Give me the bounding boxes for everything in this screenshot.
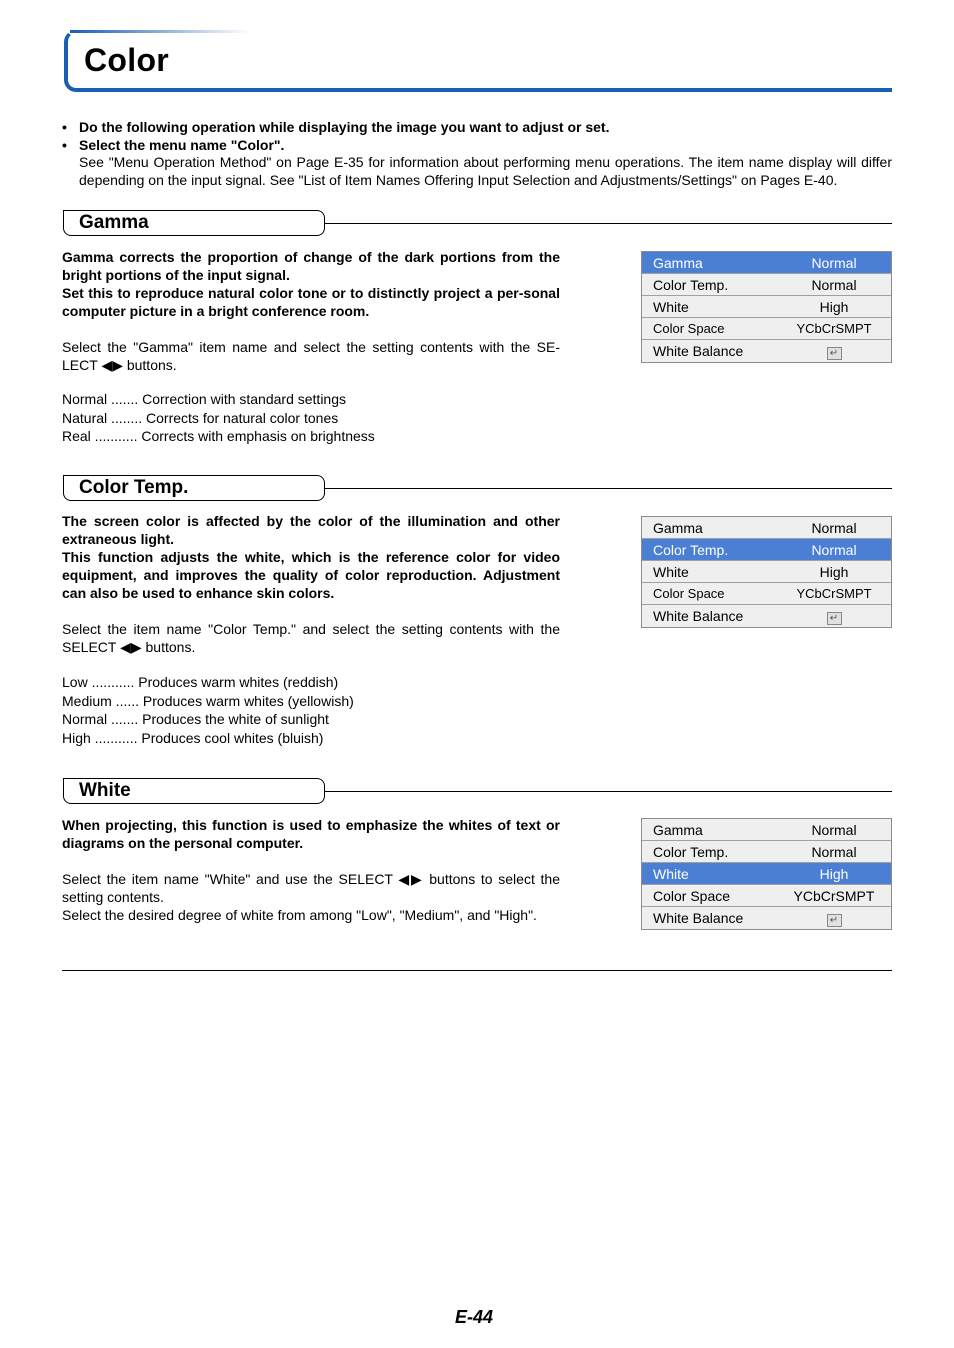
menu-label: White Balance	[653, 608, 744, 624]
menu-row-gamma[interactable]	[642, 252, 891, 274]
menu-value: Normal	[811, 254, 857, 271]
section-title-color-temp: Color Temp.	[79, 477, 189, 498]
intro-bullet-1-text: Do the following operation while displaying the image you want to adjust or set.	[79, 119, 610, 135]
menu-label: White Balance	[653, 343, 744, 359]
option-term: Normal .......	[62, 391, 139, 407]
menu-label: Gamma	[653, 821, 703, 838]
menu-value: YCbCrSMPT	[796, 586, 872, 601]
white-instruction-1: Select the item name "White" and use the SELECT ◀▶ buttons to select the setting contents.	[62, 871, 560, 905]
menu-screen-gamma	[641, 251, 892, 363]
gamma-options	[62, 390, 375, 446]
list-item	[62, 673, 354, 692]
intro-instructions	[62, 119, 892, 189]
gamma-description	[62, 248, 560, 374]
menu-value: Normal	[811, 821, 857, 838]
menu-label: White	[653, 865, 689, 882]
menu-screen-color-temp	[641, 516, 892, 628]
section-header-gamma	[63, 210, 325, 236]
menu-label: Color Space	[653, 586, 725, 601]
menu-value: Normal	[811, 519, 857, 536]
menu-value: High	[819, 298, 849, 315]
page-title: Color	[84, 42, 170, 78]
menu-row-white[interactable]	[642, 863, 891, 885]
list-item	[62, 710, 354, 729]
bullet-marker: •	[62, 119, 67, 135]
enter-icon: ↵	[827, 347, 842, 360]
intro-bullet-2	[62, 137, 892, 155]
menu-value: High	[819, 865, 849, 882]
menu-row-gamma[interactable]	[642, 819, 891, 841]
color-temp-instruction: Select the item name "Color Temp." and select the setting contents with the SELECT ◀▶ buttons.	[62, 621, 560, 655]
section-title-white: White	[79, 780, 131, 801]
menu-row-white[interactable]	[642, 561, 891, 583]
menu-label: Gamma	[653, 519, 703, 536]
menu-row-color-temp[interactable]	[642, 539, 891, 561]
section-title-gamma: Gamma	[79, 212, 149, 233]
menu-screen-white	[641, 818, 892, 930]
option-term: Real ...........	[62, 428, 138, 444]
menu-row-color-temp[interactable]	[642, 274, 891, 296]
menu-label: White	[653, 298, 689, 315]
list-item	[62, 409, 375, 428]
menu-label: White Balance	[653, 910, 744, 926]
white-instruction-2: Select the desired degree of white from among "Low", "Medium", and "High".	[62, 907, 537, 923]
menu-label: Color Temp.	[653, 276, 729, 293]
section-rule-color-temp	[324, 488, 892, 489]
option-desc: Correction with standard settings	[142, 391, 346, 407]
gamma-bold-1: Gamma corrects the proportion of change of the dark portions from the bright portions of the input signal.	[62, 249, 560, 283]
menu-value: High	[819, 563, 849, 580]
menu-label: Color Temp.	[653, 843, 729, 860]
list-item	[62, 390, 375, 409]
option-term: Natural ........	[62, 409, 143, 426]
color-temp-options	[62, 673, 354, 747]
white-bold-1: When projecting, this function is used to emphasize the whites of text or diagrams on the personal computer.	[62, 817, 560, 851]
menu-value: YCbCrSMPT	[796, 321, 872, 336]
menu-value: YCbCrSMPT	[793, 887, 875, 904]
color-temp-bold-2: This function adjusts the white, which is the reference color for video equipment, and improves the quality of color reproduction. Adjustment can also be used to enhance skin colors.	[62, 549, 560, 601]
option-desc: Produces cool whites (bluish)	[141, 729, 324, 746]
enter-icon: ↵	[827, 612, 842, 625]
bottom-divider	[62, 970, 892, 971]
menu-row-color-space[interactable]	[642, 583, 891, 605]
menu-row-white-balance[interactable]	[642, 605, 891, 627]
option-desc: Produces warm whites (yellowish)	[142, 692, 354, 709]
intro-bullet-1	[62, 119, 892, 137]
menu-row-color-space[interactable]	[642, 885, 891, 907]
list-item	[62, 427, 375, 446]
color-temp-bold-1: The screen color is affected by the color of the illumination and other extraneous light.	[62, 513, 560, 547]
option-desc: Corrects for natural color tones	[146, 409, 339, 426]
option-term: High ...........	[62, 729, 138, 746]
menu-row-color-space[interactable]	[642, 318, 891, 340]
option-desc: Produces warm whites (reddish)	[138, 674, 339, 690]
page-number: E-44	[455, 1307, 494, 1327]
menu-value: Normal	[811, 541, 857, 558]
menu-value: Normal	[811, 276, 857, 293]
menu-row-white-balance[interactable]	[642, 907, 891, 929]
menu-label: Color Space	[653, 321, 725, 336]
option-term: Normal .......	[62, 711, 139, 727]
intro-bullet-2-text: Select the menu name "Color".	[79, 136, 285, 153]
gamma-instruction: Select the "Gamma" item name and select the setting contents with the SE-LECT ◀▶ buttons.	[62, 339, 560, 373]
title-frame	[64, 30, 892, 92]
menu-label: Gamma	[653, 254, 703, 271]
menu-row-gamma[interactable]	[642, 517, 891, 539]
list-item	[62, 692, 354, 711]
menu-row-white-balance[interactable]	[642, 340, 891, 362]
section-header-white	[63, 778, 325, 804]
menu-label: Color Space	[653, 887, 731, 904]
color-temp-description	[62, 512, 560, 656]
gamma-bold-2: Set this to reproduce natural color tone or to distinctly project a per-sonal computer picture in a bright conference room.	[62, 285, 560, 319]
menu-label: Color Temp.	[653, 541, 729, 558]
intro-bullet-2-detail: See "Menu Operation Method" on Page E-35 for information about performing menu operations. The item name display will differ depending on the input signal. See "List of Item Names Offering Input Selection and Adjustments/Settings" on Pages E-40.	[79, 154, 892, 188]
menu-label: White	[653, 563, 689, 580]
bullet-marker: •	[62, 136, 67, 153]
menu-row-color-temp[interactable]	[642, 841, 891, 863]
section-rule-white	[324, 791, 892, 792]
menu-value: Normal	[811, 843, 857, 860]
option-term: Medium ......	[62, 692, 140, 709]
section-header-color-temp	[63, 475, 325, 501]
title-accent-line	[70, 30, 250, 33]
option-term: Low ...........	[62, 674, 135, 690]
list-item	[62, 729, 354, 748]
option-desc: Corrects with emphasis on brightness	[141, 428, 375, 444]
enter-icon: ↵	[827, 914, 842, 927]
white-description	[62, 816, 560, 924]
menu-row-white[interactable]	[642, 296, 891, 318]
section-rule-gamma	[324, 223, 892, 224]
option-desc: Produces the white of sunlight	[142, 711, 329, 727]
